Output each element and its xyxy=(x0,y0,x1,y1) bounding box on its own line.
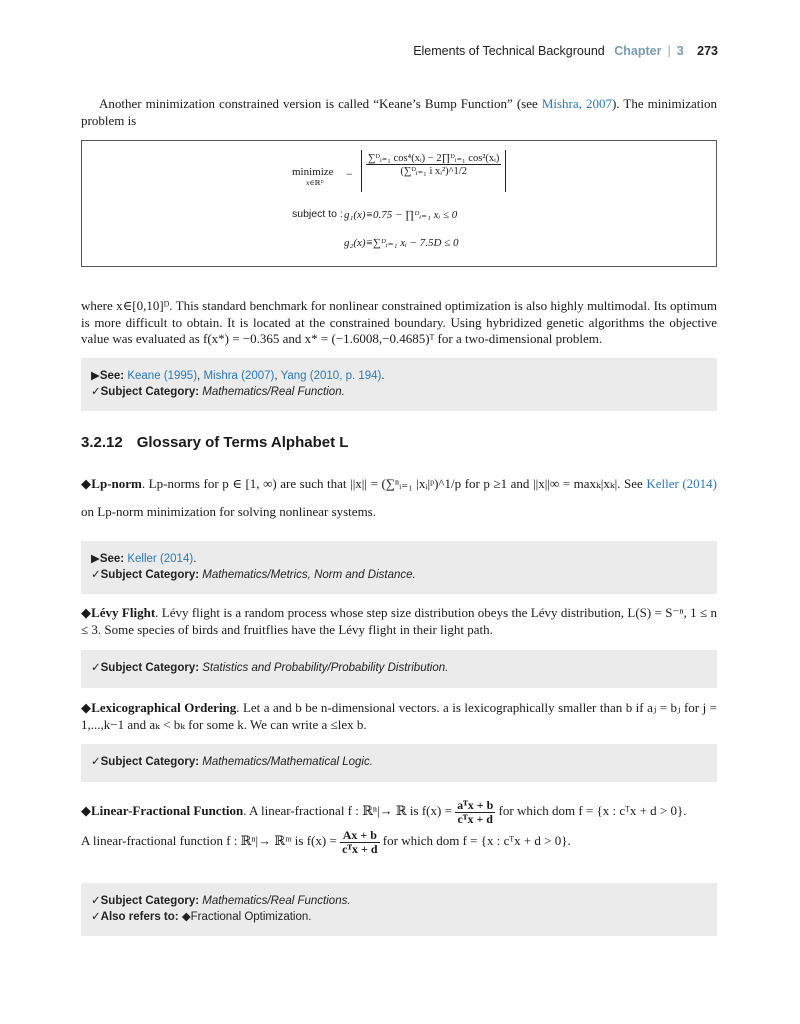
where-paragraph: where x∈[0,10]ᴰ. This standard benchmark for nonlinear constrained optimization is also highly multimodal. Its optimum is more difficult to obtain. It is located at the constrained boundary. Using hybridized genetic algorithms the objective value was evaluated as f(x*) = −0.365 and x* = (−1.6008,−0.4685)ᵀ for a two-dimensional problem. xyxy=(81,298,717,346)
subject-category: Mathematics/Real Function. xyxy=(202,385,345,398)
entry-linear-fractional-function xyxy=(81,796,717,856)
entry-lp-norm: ◆Lp-norm. Lp-norms for p ∈ [1, ∞) are such that ||x|| = (∑ⁿᵢ₌₁ |xᵢ|ᵖ)^1/p for p ≥1 and ||x||∞ = maxₖ|xₖ|. See Keller (2014) on Lp-norm minimization for solving nonlinear systems. xyxy=(81,476,718,519)
cite-mishra-2007[interactable]: Mishra, 2007 xyxy=(541,96,612,111)
see-line: ▶See: Keller (2014). xyxy=(91,553,197,565)
category-box-lexico: ✓Subject Category: Mathematics/Mathematical Logic. xyxy=(81,744,717,782)
section-heading xyxy=(81,434,348,451)
page-number: 273 xyxy=(697,44,718,58)
category-box-linfrac xyxy=(81,883,717,936)
linfrac-numerator-2: Ax + b xyxy=(340,829,379,843)
chapter-number: 3 xyxy=(676,44,684,58)
subject-category: Mathematics/Mathematical Logic. xyxy=(202,756,373,768)
constraint-g1: g₁(x)≡0.75 − ∏ᴰᵢ₌₁ xᵢ ≤ 0 xyxy=(344,209,458,221)
minus-sign: − xyxy=(346,167,353,181)
ref-mishra-2007[interactable]: Mishra (2007) xyxy=(203,370,275,382)
entry-levy-flight: ◆Lévy Flight. Lévy flight is a random process whose step size distribution obeys the Lévy distribution, L(S) = S⁻ⁿ, 1 ≤ n ≤ 3. Some species of birds and fruitflies have the Lévy flight in their light path. xyxy=(81,605,717,637)
cite-keller-2014[interactable]: Keller (2014) xyxy=(646,476,718,491)
chapter-label: Chapter xyxy=(614,44,662,58)
objective-expression xyxy=(361,150,506,192)
linfrac-line-1: ◆Linear-Fractional Function. A linear-fractional f : ℝⁿ|→ ℝ is f(x) = $\frac{\text{aᵀx + b}}{\text{cᵀx + d}}$ for which dom f = {x : cᵀx + d > 0}. xyxy=(81,797,687,826)
section-title: Glossary of Terms Alphabet L xyxy=(136,434,349,451)
objective-denominator: (∑ᴰᵢ₌₁ i xᵢ²)^1/2 xyxy=(400,166,467,177)
see-label: ▶See: xyxy=(91,370,125,382)
running-header: Elements of Technical Background Chapter | 3 273 xyxy=(413,44,718,58)
category-box-levy: ✓Subject Category: Statistics and Probability/Probability Distribution. xyxy=(81,650,717,688)
see-also-box-keller xyxy=(81,541,717,594)
ref-keller-2014[interactable]: Keller (2014) xyxy=(127,553,194,565)
subject-category-line: ✓Subject Category: Mathematics/Metrics, Norm and Distance. xyxy=(91,568,416,581)
term-lp-norm: ◆Lp-norm xyxy=(81,476,142,491)
see-also-box-keane xyxy=(81,358,717,411)
intro-paragraph: Another minimization constrained version is called “Keane’s Bump Function” (see Mishra, 2007). The minimization problem is xyxy=(81,96,717,128)
subject-category: Mathematics/Metrics, Norm and Distance. xyxy=(202,568,416,581)
objective-numerator: ∑ᴰᵢ₌₁ cos⁴(xᵢ) − 2∏ᴰᵢ₌₁ cos²(xᵢ) xyxy=(368,153,500,164)
constraint-g2: g₂(x)≡∑ᴰᵢ₌₁ xᵢ − 7.5D ≤ 0 xyxy=(344,237,459,249)
linfrac-denominator-2: cᵀx + d xyxy=(342,841,378,856)
linfrac-line-2: A linear-fractional function f : ℝⁿ|→ ℝᵐ is f(x) = $\frac{Ax + b}{\text{cᵀx + d}}$ for which dom f = {x : cᵀx + d > 0}. xyxy=(81,827,571,856)
see-line: ▶See: Keane (1995), Mishra (2007), Yang (2010, p. 194). xyxy=(91,370,385,382)
subject-to-label: subject to : xyxy=(292,208,343,220)
subject-category: Statistics and Probability/Probability Distribution. xyxy=(202,662,449,674)
running-title: Elements of Technical Background xyxy=(413,44,605,58)
see-label: ▶See: xyxy=(91,553,125,565)
linfrac-denominator-1: cᵀx + d xyxy=(457,811,493,826)
section-number: 3.2.12 xyxy=(81,434,123,451)
term-linear-fractional-function: ◆Linear-Fractional Function xyxy=(81,803,244,818)
entry-lexicographical-ordering: ◆Lexicographical Ordering. Let a and b be n-dimensional vectors. a is lexicographically smaller than b if aⱼ = bⱼ for j = 1,...,k−1 and aₖ < bₖ for some k. We can write a ≤lex b. xyxy=(81,700,717,732)
optimization-problem-box xyxy=(81,140,717,267)
term-lexicographical-ordering: ◆Lexicographical Ordering xyxy=(81,700,237,715)
minimize-label: minimize xyxy=(292,166,334,178)
linfrac-numerator-1: aᵀx + b xyxy=(457,797,494,812)
term-levy-flight: ◆Lévy Flight xyxy=(81,605,156,620)
also-refers-fractional-optimization[interactable]: ◆Fractional Optimization. xyxy=(181,910,312,923)
minimize-subscript: x∈ℝᴰ xyxy=(306,179,324,187)
subject-category: Mathematics/Real Functions. xyxy=(202,895,351,907)
subject-category-line: ✓Subject Category: Mathematics/Real Functions. xyxy=(91,895,351,907)
ref-yang-2010[interactable]: Yang (2010, p. 194) xyxy=(280,370,382,382)
ref-keane-1995[interactable]: Keane (1995) xyxy=(127,370,198,382)
also-refers-line: ✓Also refers to: ◆Fractional Optimization. xyxy=(91,910,312,923)
subject-category-line: ✓Subject Category: Mathematics/Real Function. xyxy=(91,385,345,398)
